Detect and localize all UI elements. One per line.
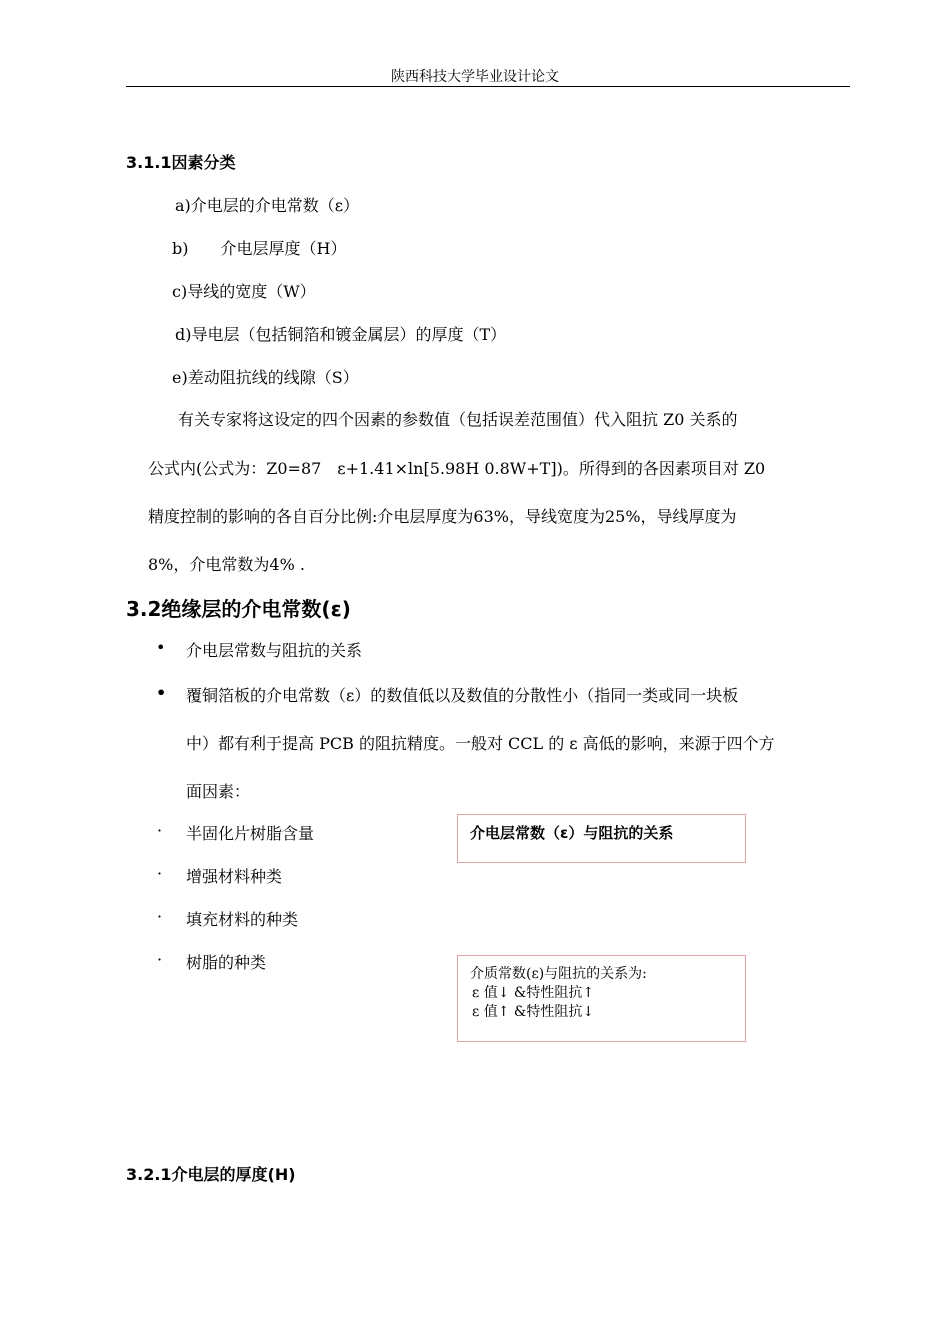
sub-bullet-text: 增强材料种类 — [186, 867, 283, 886]
sub-bullet-mark: · — [157, 907, 163, 926]
paragraph-line-2: 公式内(公式为：Z0=87 ε+1.41×ln[5.98H 0.8W+T])。所得到的各因素项目对 Z0 — [148, 459, 766, 478]
paragraph-line-1: 有关专家将这设定的四个因素的参数值（包括误差范围值）代入阻抗 Z0 关系的 — [178, 410, 738, 429]
sub-bullet-mark: · — [157, 950, 163, 969]
section-heading-3-2-1: 3.2.1介电层的厚度(H) — [126, 1165, 296, 1184]
factor-item-c: c)导线的宽度（W） — [172, 282, 316, 301]
factor-item-e: e)差动阻抗线的线隙（S） — [172, 368, 359, 387]
sub-bullet-mark: · — [157, 821, 163, 840]
textbox-line-2: ε 值↓ &特性阻抗↑ — [472, 985, 595, 1001]
header-rule — [126, 86, 850, 87]
textbox-line-3: ε 值↑ &特性阻抗↓ — [472, 1004, 595, 1020]
factor-item-b: b) 介电层厚度（H） — [172, 239, 347, 258]
bullet-mark: • — [156, 638, 166, 657]
page-header-title: 陕西科技大学毕业设计论文 — [391, 69, 559, 85]
sub-bullet-text: 半固化片树脂含量 — [186, 824, 315, 843]
factor-item-d: d)导电层（包括铜箔和镀金属层）的厚度（T） — [175, 325, 507, 344]
textbox-relation-detail — [457, 955, 746, 1042]
textbox-dielectric-relation — [457, 814, 746, 863]
factor-item-a: a)介电层的介电常数（ε） — [175, 196, 360, 215]
bullet-text-line-2: 中）都有利于提高 PCB 的阻抗精度。一般对 CCL 的 ε 高低的影响，来源于四个方 — [186, 734, 775, 753]
paragraph-line-3: 精度控制的影响的各自百分比例:介电层厚度为63%，导线宽度为25%，导线厚度为 — [148, 507, 737, 526]
sub-bullet-text: 填充材料的种类 — [186, 910, 299, 929]
bullet-text: 介电层常数与阻抗的关系 — [186, 641, 363, 660]
bullet-text-line-3: 面因素： — [186, 782, 251, 801]
paragraph-line-4: 8%，介电常数为4% . — [148, 555, 305, 574]
bullet-text-line-1: 覆铜箔板的介电常数（ε）的数值低以及数值的分散性小（指同一类或同一块板 — [186, 686, 739, 705]
textbox-title: 介电层常数（ε）与阻抗的关系 — [470, 824, 674, 842]
textbox-line-1: 介质常数(ε)与阻抗的关系为: — [470, 966, 647, 982]
section-heading-3-2: 3.2绝缘层的介电常数(ε) — [126, 597, 351, 621]
sub-bullet-text: 树脂的种类 — [186, 953, 267, 972]
section-heading-3-1-1: 3.1.1因素分类 — [126, 153, 236, 172]
sub-bullet-mark: · — [157, 864, 163, 883]
bullet-mark: • — [156, 683, 167, 702]
